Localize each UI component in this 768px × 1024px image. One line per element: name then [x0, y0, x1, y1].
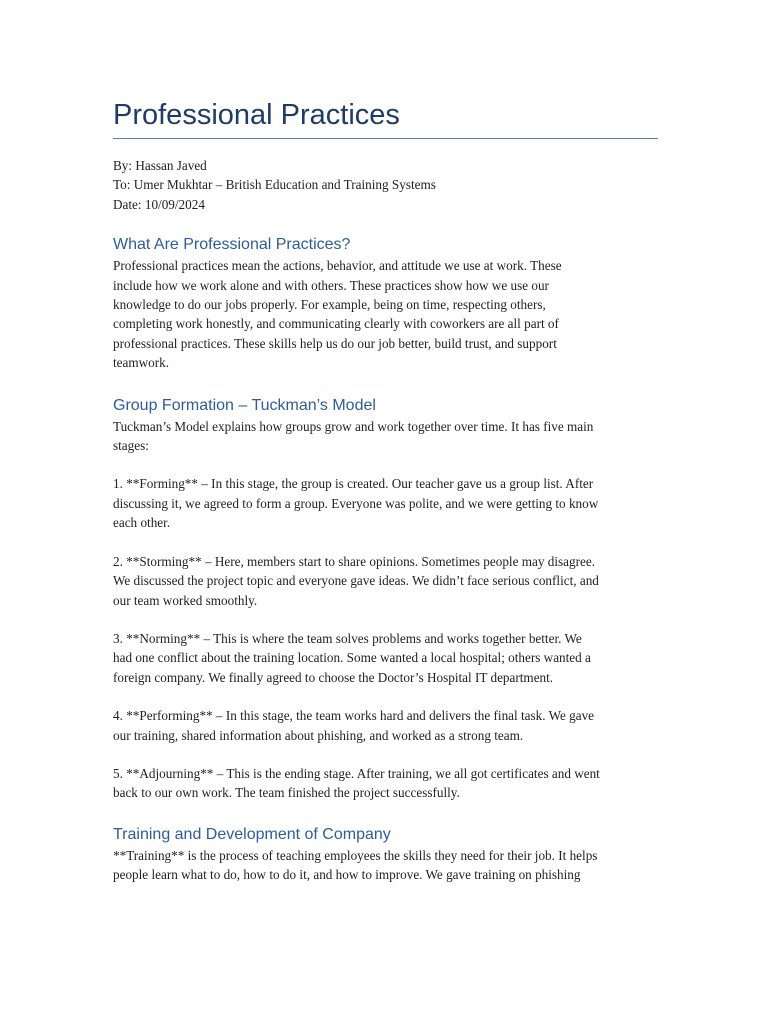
section-heading-tuckman: Group Formation – Tuckman’s Model	[113, 396, 376, 414]
paragraph-stage-storming	[113, 552, 658, 610]
text-line: stages:	[113, 438, 149, 454]
text-line: 1. **Forming** – In this stage, the group is created. Our teacher gave us a group list. After	[113, 476, 594, 492]
document-meta	[113, 156, 658, 214]
text-line: 5. **Adjourning** – This is the ending stage. After training, we all got certificates and went	[113, 765, 600, 781]
text-line: our training, shared information about phishing, and worked as a strong team.	[113, 727, 524, 743]
section-heading-what: What Are Professional Practices?	[113, 236, 351, 254]
text-line: teamwork.	[113, 355, 170, 371]
text-line: had one conflict about the training location. Some wanted a local hospital; others wanted a	[113, 650, 591, 666]
document-title: Professional Practices	[113, 96, 658, 139]
text-line: people learn what to do, how to do it, and how to improve. We gave training on phishing	[113, 867, 581, 883]
text-line: 3. **Norming** – This is where the team solves problems and works together better. We	[113, 630, 582, 646]
meta-recipient: To: Umer Mukhtar – British Education and Training Systems	[113, 177, 436, 193]
text-line: 4. **Performing** – In this stage, the team works hard and delivers the final task. We gave	[113, 708, 595, 724]
paragraph-what	[113, 256, 658, 372]
text-line: include how we work alone and with others. These practices show how we use our	[113, 277, 549, 293]
text-line: foreign company. We finally agreed to choose the Doctor’s Hospital IT department.	[113, 669, 554, 685]
text-line: back to our own work. The team finished the project successfully.	[113, 785, 460, 801]
text-line: our team worked smoothly.	[113, 592, 258, 608]
text-line: professional practices. These skills help us do our job better, build trust, and support	[113, 335, 557, 351]
text-line: Tuckman’s Model explains how groups grow and work together over time. It has five main	[113, 418, 594, 434]
text-line: completing work honestly, and communicating clearly with coworkers are all part of	[113, 316, 559, 332]
paragraph-stage-adjourning	[113, 764, 658, 803]
meta-author: By: Hassan Javed	[113, 158, 207, 173]
text-line: 2. **Storming** – Here, members start to share opinions. Sometimes people may disagree.	[113, 553, 595, 569]
document-content	[113, 96, 658, 885]
meta-date: Date: 10/09/2024	[113, 196, 205, 212]
text-line: **Training** is the process of teaching employees the skills they need for their job. It helps	[113, 847, 598, 863]
paragraph-tuckman-intro	[113, 417, 658, 456]
text-line: discussing it, we agreed to form a group. Everyone was polite, and we were getting to know	[113, 495, 599, 511]
text-line: knowledge to do our jobs properly. For example, being on time, respecting others,	[113, 297, 546, 313]
paragraph-stage-performing	[113, 706, 658, 745]
text-line: each other.	[113, 515, 171, 531]
text-line: Professional practices mean the actions, behavior, and attitude we use at work. These	[113, 258, 562, 274]
section-heading-training: Training and Development of Company	[113, 825, 391, 843]
paragraph-stage-forming	[113, 474, 658, 532]
paragraph-stage-norming	[113, 629, 658, 687]
text-line: We discussed the project topic and everyone gave ideas. We didn’t face serious conflict, and	[113, 573, 599, 589]
paragraph-training	[113, 846, 658, 885]
